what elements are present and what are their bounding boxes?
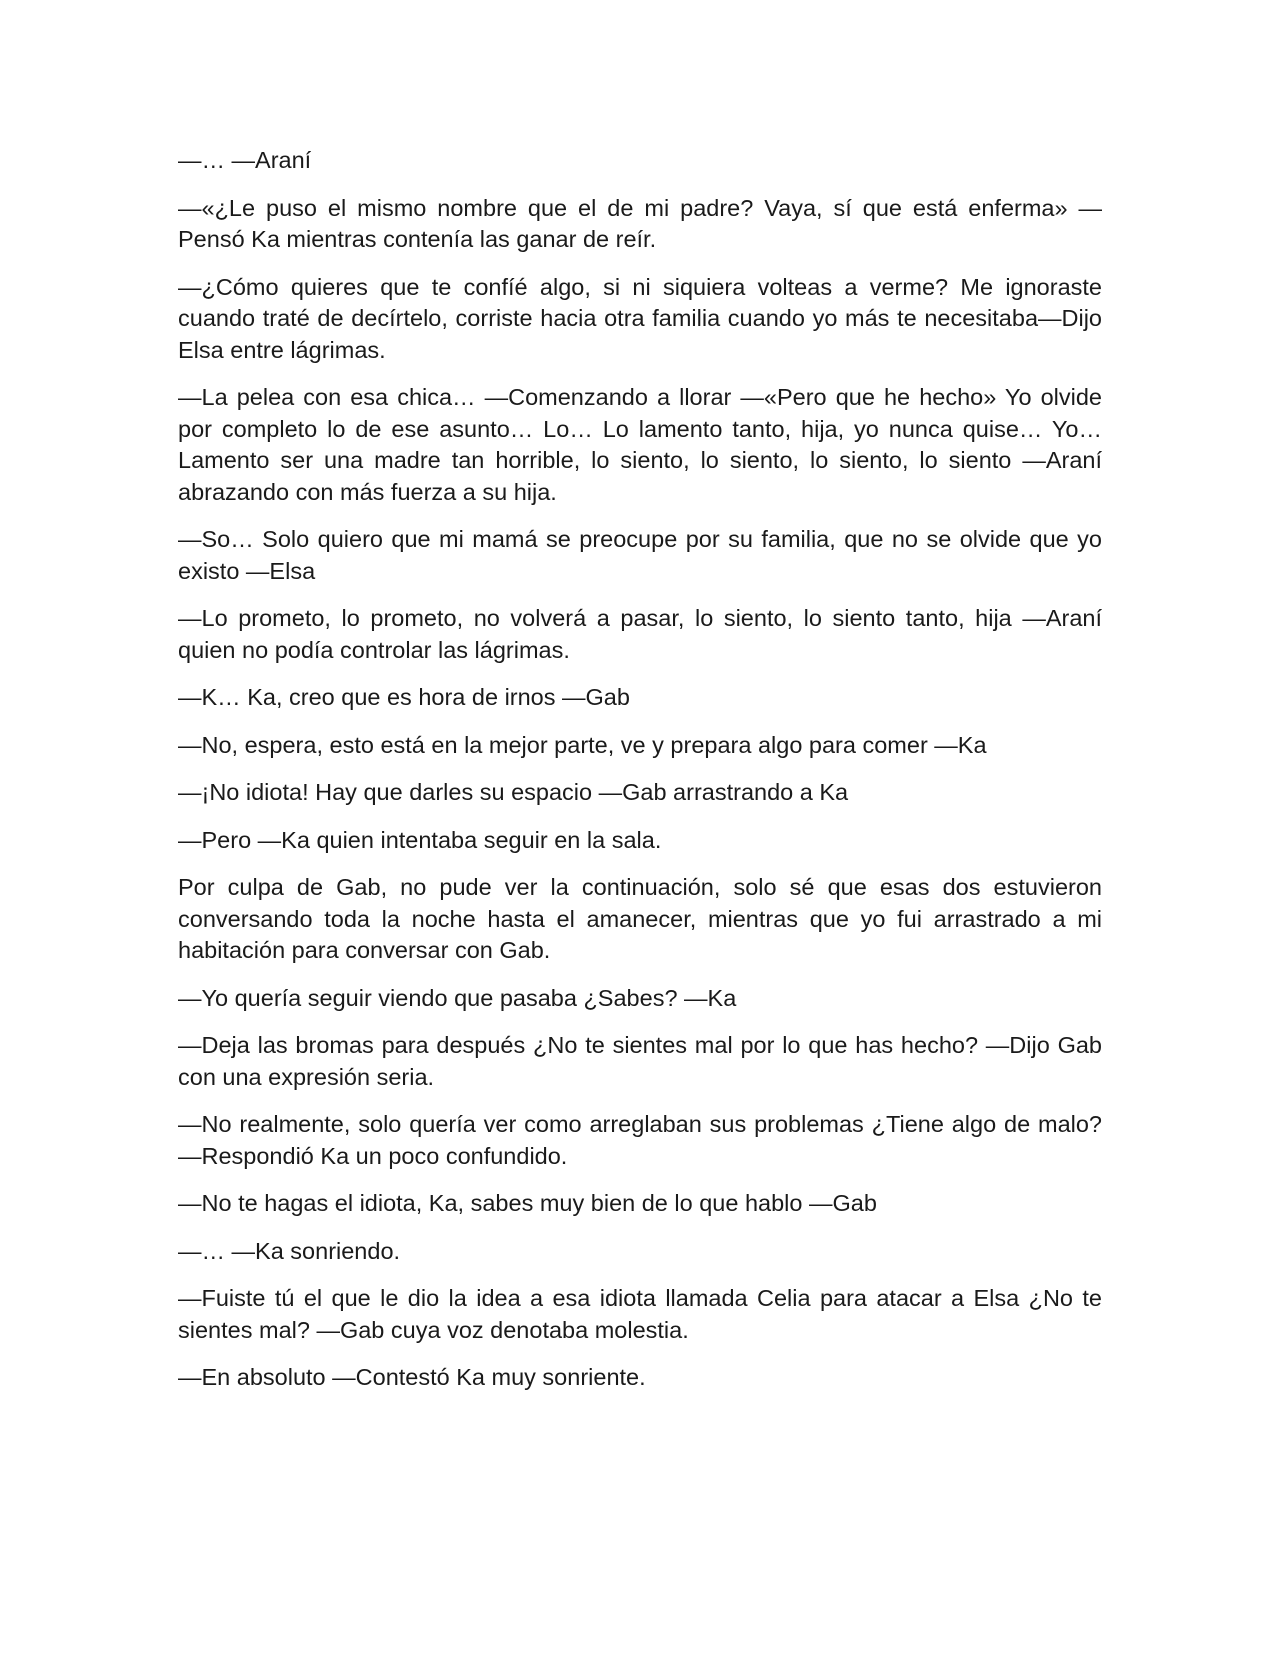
paragraph-12: —Yo quería seguir viendo que pasaba ¿Sabes? —Ka [178,984,737,1011]
paragraph-3: —¿Cómo quieres que te confíé algo, si ni siquiera volteas a verme? Me ignoraste cuando traté de decírtelo, corriste hacia otra familia cuando yo más te necesitaba—Dijo Elsa entre lágrimas. [178,273,1102,363]
paragraph-14: —No realmente, solo quería ver como arreglaban sus problemas ¿Tiene algo de malo? —Respondió Ka un poco confundido. [178,1111,1102,1169]
paragraph-15: —No te hagas el idiota, Ka, sabes muy bien de lo que hablo —Gab [178,1190,877,1216]
paragraph-18: —En absoluto —Contestó Ka muy sonriente. [178,1364,646,1390]
paragraph-9: —¡No idiota! Hay que darles su espacio —Gab arrastrando a Ka [178,779,849,805]
paragraph-16: —… —Ka sonriendo. [178,1237,401,1264]
paragraph-7: —K… Ka, creo que es hora de irnos —Gab [178,684,630,710]
paragraph-17: —Fuiste tú el que le dio la idea a esa idiota llamada Celia para atacar a Elsa ¿No te sientes mal? —Gab cuya voz denotaba molestia. [178,1285,1102,1343]
paragraph-2: —«¿Le puso el mismo nombre que el de mi padre? Vaya, sí que está enferma» —Pensó Ka mientras contenía las ganar de reír. [178,194,1102,252]
paragraph-11: Por culpa de Gab, no pude ver la continuación, solo sé que esas dos estuvieron conversando toda la noche hasta el amanecer, mientras que yo fui arrastrado a mi habitación para conversar con Gab. [178,874,1102,963]
paragraph-10: —Pero —Ka quien intentaba seguir en la sala. [178,826,662,853]
paragraph-1: —… —Araní [178,147,312,173]
paragraph-5: —So… Solo quiero que mi mamá se preocupe por su familia, que no se olvide que yo existo —Elsa [178,526,1102,584]
paragraph-6: —Lo prometo, lo prometo, no volverá a pasar, lo siento, lo siento tanto, hija —Araní quien no podía controlar las lágrimas. [178,605,1102,663]
document-body [178,145,1102,1410]
paragraph-8: —No, espera, esto está en la mejor parte, ve y prepara algo para comer —Ka [178,731,987,758]
paragraph-13: —Deja las bromas para después ¿No te sientes mal por lo que has hecho? —Dijo Gab con una expresión seria. [178,1032,1102,1090]
paragraph-4: —La pelea con esa chica… —Comenzando a llorar —«Pero que he hecho» Yo olvide por completo lo de ese asunto… Lo… Lo lamento tanto, hija, yo nunca quise… Yo… Lamento ser una madre tan horrible, lo siento, lo siento, lo siento, lo siento —Araní abrazando con más fuerza a su hija. [178,384,1102,505]
